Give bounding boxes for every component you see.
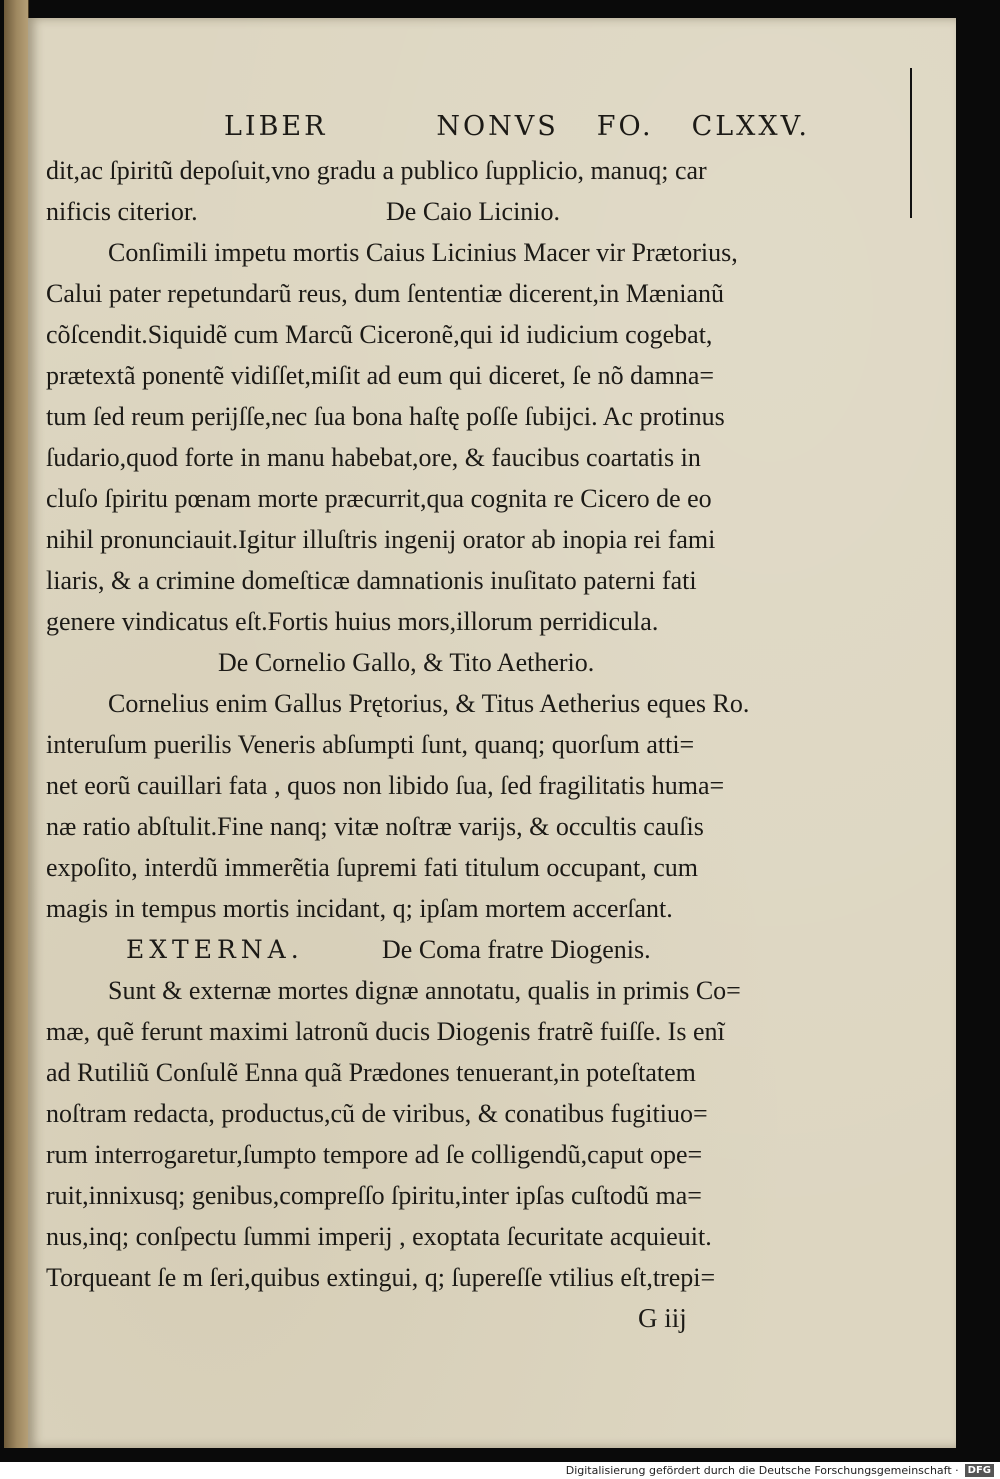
- text-line: prætextã ponentẽ vidiſſet,miſit ad eum qui diceret, ſe nõ damna=: [46, 361, 715, 390]
- text-line: interuſum puerilis Veneris abſumpti ſunt, quanq; quorſum atti=: [46, 730, 695, 759]
- text-line: Conſimili impetu mortis Caius Licinius Macer vir Prætorius,: [108, 238, 738, 267]
- text-line: ad Rutiliũ Conſulẽ Enna quã Prædones tenuerant,in poteſtatem: [46, 1058, 696, 1087]
- text-line: nus,inq; conſpectu ſummi imperij , exoptata ſecuritate acquieuit.: [46, 1222, 712, 1251]
- text-line: rum interrogaretur,ſumpto tempore ad ſe colligendũ,caput ope=: [46, 1140, 703, 1169]
- adjacent-page-edge: [4, 0, 29, 1448]
- margin-line: [910, 68, 912, 218]
- section-heading-licinius: De Caio Licinio.: [386, 197, 561, 226]
- text-line: magis in tempus mortis incidant, q; ipſam mortem accerſant.: [46, 894, 673, 923]
- dfg-logo: DFG: [965, 1464, 994, 1477]
- page-text: [46, 106, 816, 1339]
- section-heading-cornelio: De Cornelio Gallo, & Tito Aetherio.: [218, 648, 595, 677]
- text-line: ruit,innixusq; genibus,compreſſo ſpiritu,inter ipſas cuſtodũ ma=: [46, 1181, 702, 1210]
- digitization-footer: [0, 1462, 1000, 1479]
- text-line-with-heading: [46, 191, 816, 232]
- text-line: mæ, quẽ ferunt maximi latronũ ducis Diogenis fratrẽ fuiſſe. Is enĩ: [46, 1017, 725, 1046]
- text-line: cõſcendit.Siquidẽ cum Marcũ Ciceronẽ,qui id iudicium cogebat,: [46, 320, 713, 349]
- text-line: dit,ac ſpiritũ depoſuit,vno gradu a publico ſupplicio, manuq; car: [46, 156, 707, 185]
- running-header: [46, 106, 816, 150]
- text-line: Calui pater repetundarũ reus, dum ſententiæ dicerent,in Mænianũ: [46, 279, 724, 308]
- text-line: Cornelius enim Gallus Prętorius, & Titus Aetherius eques Ro.: [108, 689, 750, 718]
- externa-heading-row: [46, 929, 816, 970]
- text-line: tum ſed reum perijſſe,nec ſua bona haſtę poſſe ſubijci. Ac protinus: [46, 402, 725, 431]
- text-line: net eorũ cauillari fata , quos non libido ſua, ſed fragilitatis huma=: [46, 771, 725, 800]
- text-line: expoſito, interdũ immerẽtia ſupremi fati titulum occupant, cum: [46, 853, 698, 882]
- text-line: Torqueant ſe m ſeri,quibus extingui, q; ſupereſſe vtilius eſt,trepi=: [46, 1263, 716, 1292]
- text-line: nificis citerior.: [46, 197, 198, 226]
- footer-text: Digitalisierung gefördert durch die Deutsche Forschungsgemeinschaft ·: [565, 1464, 959, 1477]
- header-liber: LIBER: [224, 111, 328, 142]
- text-line: noſtram redacta, productus,cũ de viribus, & conatibus fugitiuo=: [46, 1099, 708, 1128]
- header-folio: FO.: [596, 111, 654, 142]
- text-line: genere vindicatus eſt.Fortis huius mors,illorum perridicula.: [46, 607, 659, 636]
- header-right: [436, 106, 810, 147]
- text-line: nihil pronunciauit.Igitur illuſtris ingenij orator ab inopia rei fami: [46, 525, 716, 554]
- text-line: næ ratio abſtulit.Fine nanq; vitæ noſtræ varijs, & occultis cauſis: [46, 812, 704, 841]
- text-line: Sunt & externæ mortes dignæ annotatu, qualis in primis Co=: [108, 976, 741, 1005]
- text-line: cluſo ſpiritu pœnam morte præcurrit,qua cognita re Cicero de eo: [46, 484, 712, 513]
- signature-mark: G iij: [638, 1303, 687, 1333]
- header-nonus: NONVS: [436, 111, 559, 142]
- section-heading-externa: EXTERNA.: [126, 935, 304, 964]
- book-page: [28, 18, 956, 1448]
- text-line: liaris, & a crimine domeſticæ damnationis inuſitato paterni fati: [46, 566, 697, 595]
- header-folio-number: CLXXV.: [691, 111, 810, 142]
- section-heading-coma: De Coma fratre Diogenis.: [382, 935, 651, 964]
- text-line: ſudario,quod forte in manu habebat,ore, & faucibus coartatis in: [46, 443, 701, 472]
